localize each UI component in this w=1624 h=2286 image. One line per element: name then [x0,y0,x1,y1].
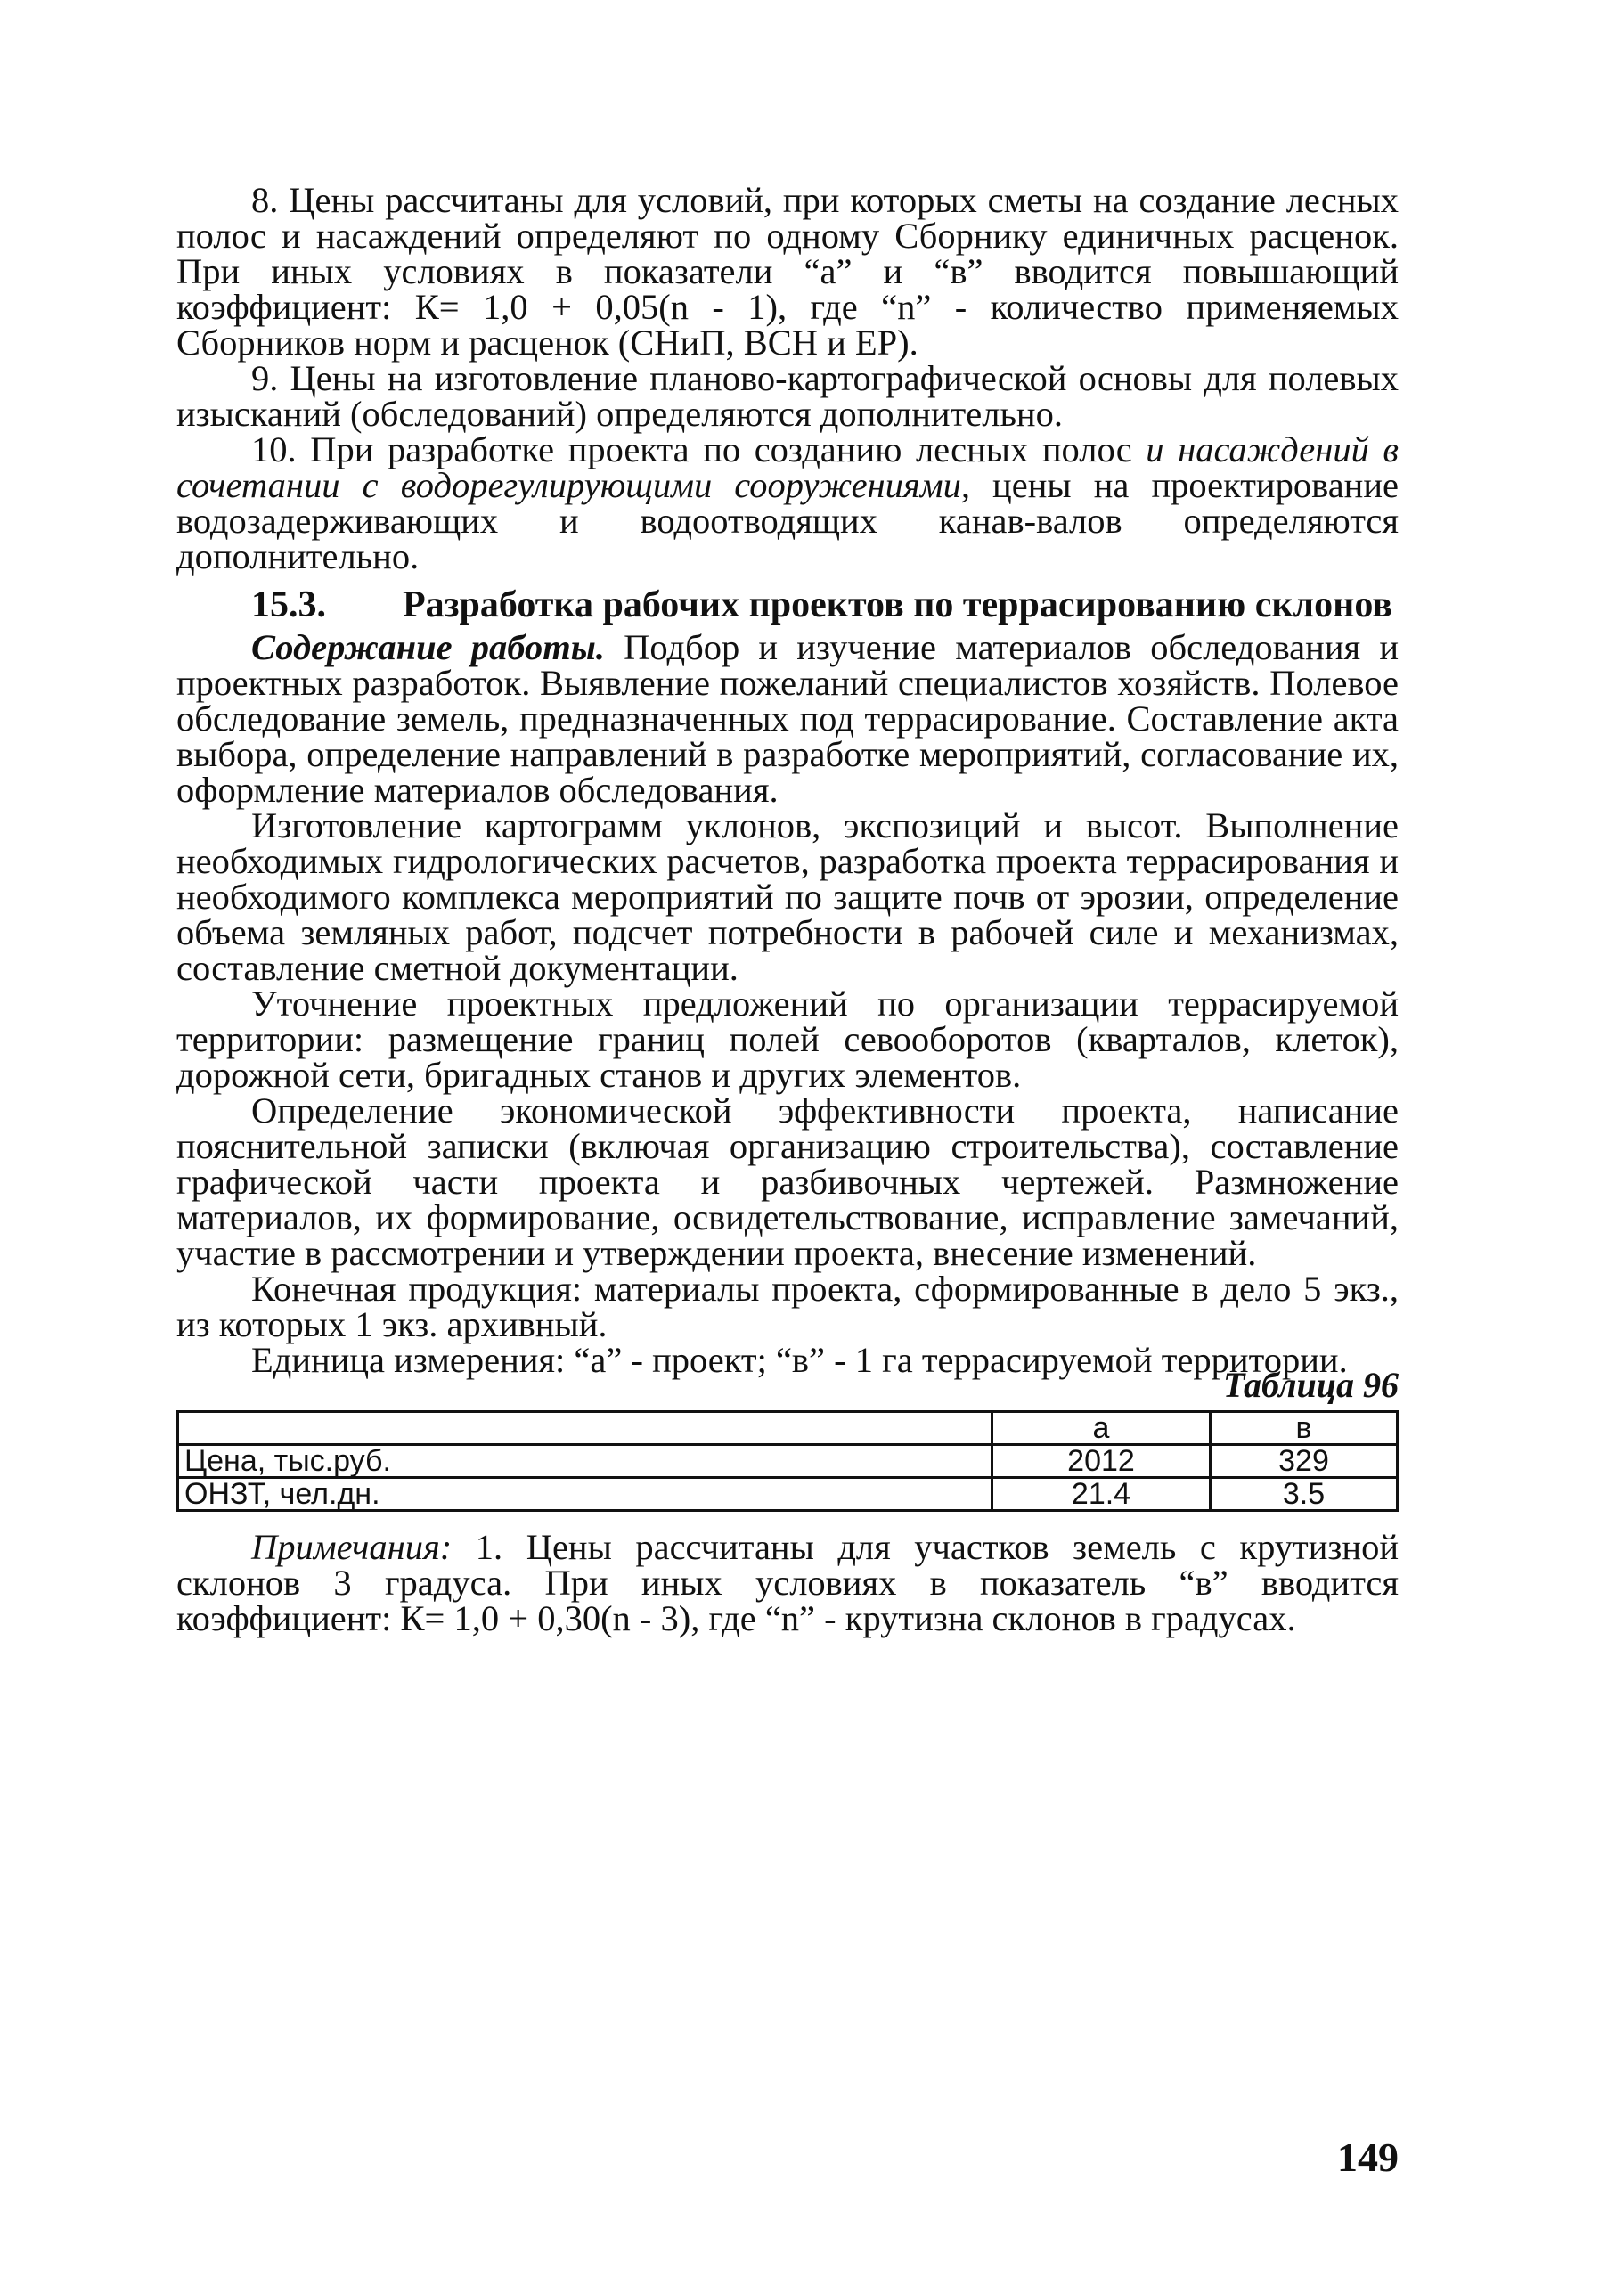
table-cell: Цена, тыс.руб. [178,1445,992,1478]
table-cell: 329 [1211,1445,1398,1478]
table-header-row [178,1412,1398,1445]
content-label: Содержание работы. [251,627,605,667]
table-row [178,1445,1398,1478]
table-caption: Таблица 96 [1223,1365,1399,1405]
paragraph-9: 9. Цены на изготовление планово-картографической основы для полевых изысканий (обследований) определяются дополнительно. [176,358,1399,434]
page-number: 149 [1337,2135,1399,2180]
paragraph-8: 8. Цены рассчитаны для условий, при которых сметы на создание лесных полос и насаждений определяют по одному Сборнику единичных расценок. При иных условиях в показатели “а” и “в” вводится повышающий коэффициент: К= 1,0 + 0,05(n - 1), где “n” - количество применяемых Сборников норм и расценок (СНиП, ВСН и ЕР). [176,180,1399,363]
notes-label: Примечания: [251,1527,453,1567]
section-title: Разработка рабочих проектов по террасированию склонов [403,584,1392,625]
paragraph-10-start: 10. При разработке проекта по созданию лесных полос [251,429,1147,469]
table-cell: 3.5 [1211,1478,1398,1511]
table-header-cell [178,1412,992,1445]
paragraph-cartograms: Изготовление картограмм уклонов, экспозиций и высот. Выполнение необходимых гидрологических расчетов, разработка проекта террасирования и необходимого комплекса мероприятий по защите почв от эрозии, определение объема земляных работ, подсчет потребности в рабочей силе и механизмах, составление сметной документации. [176,805,1399,988]
paragraph-10-end: цены на проектирование водозадерживающих и водоотводящих канав-валов определяются дополнительно. [176,465,1399,576]
paragraph-unit: Единица измерения: “а” - проект; “в” - 1 га террасируемой территории. [251,1340,1348,1380]
content-text: Подбор и изучение материалов обследования и проектных разработок. Выявление пожеланий специалистов хозяйств. Полевое обследование земель, предназначенных под террасирование. Составление акта выбора, определение направлений в разработке мероприятий, согласование их, оформление материалов обследования. [176,627,1400,810]
table-cell: 21.4 [992,1478,1211,1511]
paragraph-efficiency: Определение экономической эффективности проекта, написание пояснительной записки (включая организацию строительства), составление графической части проекта и разбивочных чертежей. Размножение материалов, их формирование, освидетельствование, исправление замечаний, участие в рассмотрении и утверждении проекта, внесение изменений. [176,1090,1399,1273]
section-heading [176,585,1399,625]
table-96 [176,1410,1399,1512]
table-cell: 2012 [992,1445,1211,1478]
notes-paragraph [176,1527,1399,1638]
paragraph-final-product: Конечная продукция: материалы проекта, сформированные в дело 5 экз., из которых 1 экз. архивный. [176,1269,1399,1344]
section-number: 15.3. [251,584,326,625]
paragraph-10-italic: и насаждений в сочетании с водорегулирующими сооружениями, [176,429,1399,505]
table-header-cell: в [1211,1412,1398,1445]
content-paragraph [176,627,1400,810]
notes-text: 1. Цены рассчитаны для участков земель с крутизной склонов 3 градуса. При иных условиях в показатель “в” вводится коэффициент: К= 1,0 + 0,30(n - 3), где “n” - крутизна склонов в градусах. [176,1527,1399,1638]
paragraph-refinement: Уточнение проектных предложений по организации террасируемой территории: размещение границ полей севооборотов (кварталов, клеток), дорожной сети, бригадных станов и других элементов. [176,984,1399,1095]
table-cell: ОНЗТ, чел.дн. [178,1478,992,1511]
document-page [176,180,1400,1638]
table-row [178,1478,1398,1511]
paragraph-10 [176,429,1399,576]
table-header-cell: а [992,1412,1211,1445]
